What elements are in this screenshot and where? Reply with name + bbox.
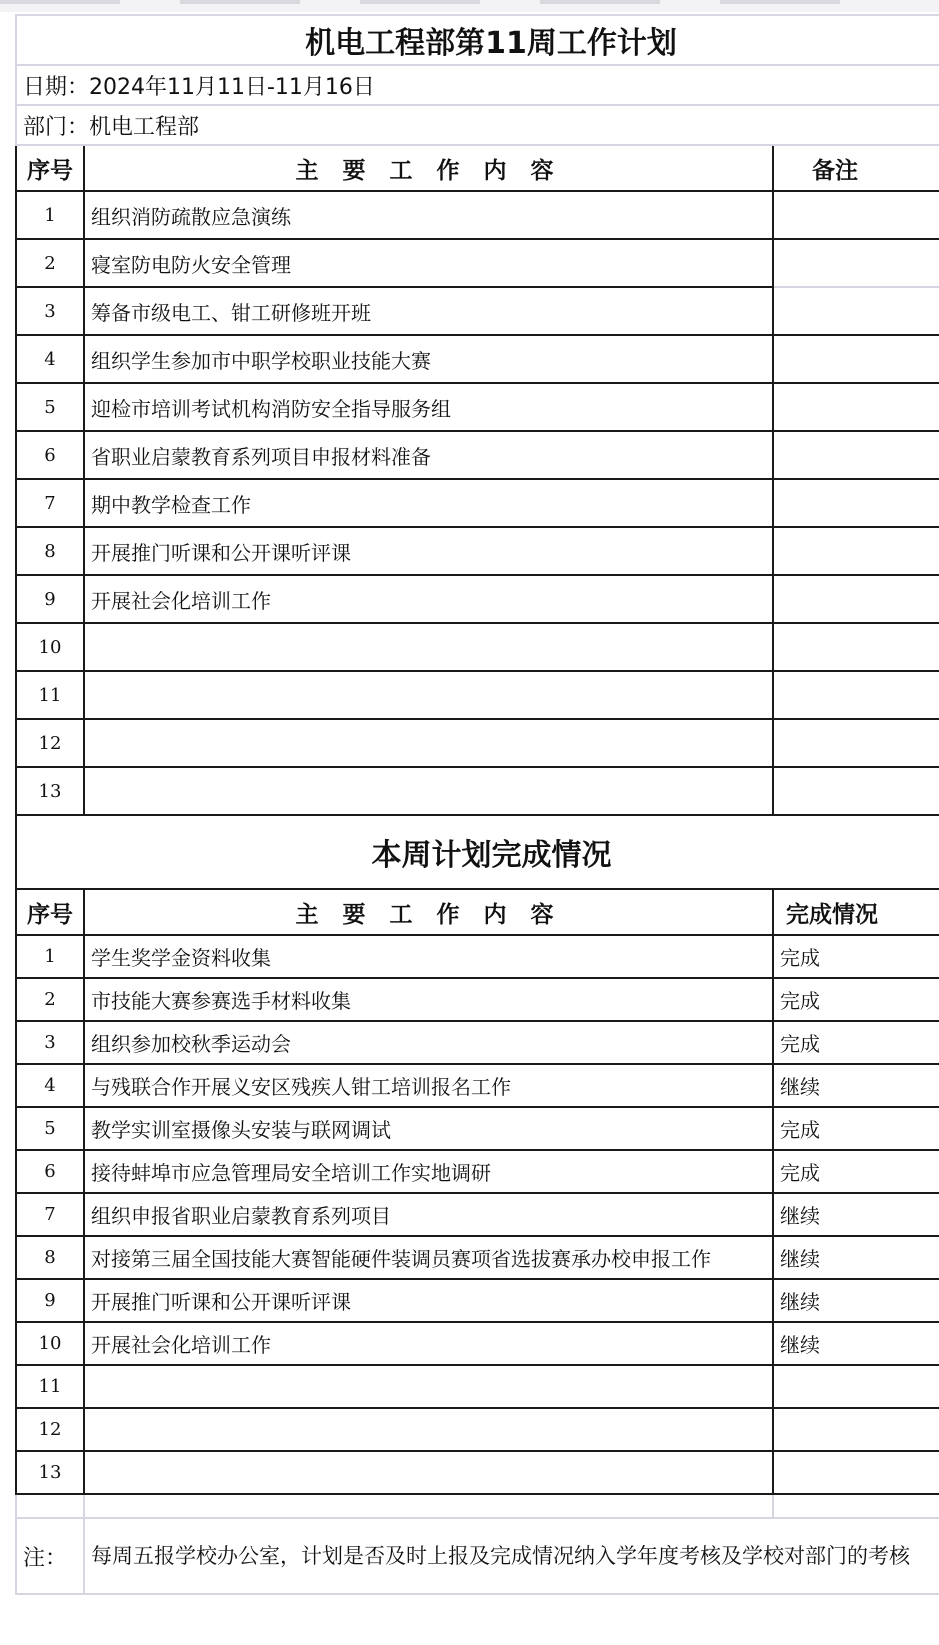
completion-row — [16, 978, 939, 1021]
completion-row-num: 5 — [16, 1107, 84, 1150]
plan-header-content: 主 要 工 作 内 容 — [84, 145, 773, 191]
completion-row-num: 13 — [16, 1451, 84, 1494]
completion-row-content: 接待蚌埠市应急管理局安全培训工作实地调研 — [84, 1150, 773, 1193]
completion-rows — [16, 935, 939, 1494]
plan-header-note: 备注 — [773, 145, 939, 191]
completion-row-content: 开展社会化培训工作 — [84, 1322, 773, 1365]
plan-row-content — [84, 623, 773, 671]
plan-row-note — [773, 383, 939, 431]
completion-header-num: 序号 — [16, 889, 84, 935]
plan-row-num: 4 — [16, 335, 84, 383]
plan-row-note — [773, 575, 939, 623]
plan-row-note — [773, 527, 939, 575]
plan-row-note — [773, 431, 939, 479]
plan-row-note — [773, 239, 939, 287]
plan-row — [16, 239, 939, 287]
plan-row-num: 8 — [16, 527, 84, 575]
plan-row-note — [773, 719, 939, 767]
plan-row-num: 10 — [16, 623, 84, 671]
completion-row-status: 完成 — [773, 978, 939, 1021]
completion-row-content: 教学实训室摄像头安装与联网调试 — [84, 1107, 773, 1150]
plan-row — [16, 431, 939, 479]
plan-row-num: 12 — [16, 719, 84, 767]
completion-row — [16, 1322, 939, 1365]
completion-row-content: 组织参加校秋季运动会 — [84, 1021, 773, 1064]
completion-row — [16, 1150, 939, 1193]
plan-row — [16, 479, 939, 527]
plan-row-num: 6 — [16, 431, 84, 479]
spacer-row — [16, 1494, 939, 1518]
completion-row-status: 完成 — [773, 1107, 939, 1150]
completion-row-num: 8 — [16, 1236, 84, 1279]
completion-row-content: 对接第三届全国技能大赛智能硬件装调员赛项省选拔赛承办校申报工作 — [84, 1236, 773, 1279]
plan-row-content: 筹备市级电工、钳工研修班开班 — [84, 287, 773, 335]
page-title: 机电工程部第11周工作计划 — [16, 15, 939, 65]
plan-row — [16, 623, 939, 671]
plan-row-note — [773, 287, 939, 335]
completion-row-status: 完成 — [773, 1021, 939, 1064]
plan-row-num: 2 — [16, 239, 84, 287]
plan-row-content: 寝室防电防火安全管理 — [84, 239, 773, 287]
plan-row-num: 1 — [16, 191, 84, 239]
completion-row-num: 3 — [16, 1021, 84, 1064]
plan-row-content: 开展推门听课和公开课听评课 — [84, 527, 773, 575]
completion-row-num: 1 — [16, 935, 84, 978]
completion-row-content: 组织申报省职业启蒙教育系列项目 — [84, 1193, 773, 1236]
completion-row-content: 学生奖学金资料收集 — [84, 935, 773, 978]
completion-row — [16, 1408, 939, 1451]
completion-row-status — [773, 1408, 939, 1451]
plan-row-content: 组织消防疏散应急演练 — [84, 191, 773, 239]
plan-row-content: 开展社会化培训工作 — [84, 575, 773, 623]
completion-row — [16, 1236, 939, 1279]
completion-row-content — [84, 1365, 773, 1408]
plan-row-num: 13 — [16, 767, 84, 815]
plan-row — [16, 383, 939, 431]
department-line: 部门：机电工程部 — [16, 105, 939, 145]
completion-row-num: 11 — [16, 1365, 84, 1408]
plan-row-num: 7 — [16, 479, 84, 527]
plan-row-note — [773, 767, 939, 815]
date-line: 日期：2024年11月11日-11月16日 — [16, 65, 939, 105]
plan-row-num: 9 — [16, 575, 84, 623]
plan-row-content: 组织学生参加市中职学校职业技能大赛 — [84, 335, 773, 383]
completion-row-num: 6 — [16, 1150, 84, 1193]
completion-row-content: 与残联合作开展义安区残疾人钳工培训报名工作 — [84, 1064, 773, 1107]
completion-row-status: 继续 — [773, 1236, 939, 1279]
plan-row-content: 迎检市培训考试机构消防安全指导服务组 — [84, 383, 773, 431]
completion-header-status: 完成情况 — [773, 889, 939, 935]
completion-row-num: 2 — [16, 978, 84, 1021]
completion-row-content: 开展推门听课和公开课听评课 — [84, 1279, 773, 1322]
completion-row-num: 12 — [16, 1408, 84, 1451]
completion-row-num: 4 — [16, 1064, 84, 1107]
note-text: 每周五报学校办公室，计划是否及时上报及完成情况纳入学年度考核及学校对部门的考核 — [84, 1518, 939, 1594]
completion-row — [16, 1021, 939, 1064]
completion-row-status: 完成 — [773, 935, 939, 978]
completion-row-content — [84, 1408, 773, 1451]
plan-row — [16, 671, 939, 719]
completion-row-content: 市技能大赛参赛选手材料收集 — [84, 978, 773, 1021]
plan-table — [15, 14, 939, 1595]
plan-row-note — [773, 335, 939, 383]
plan-row-num: 11 — [16, 671, 84, 719]
plan-row-note — [773, 479, 939, 527]
completion-row-status: 继续 — [773, 1064, 939, 1107]
completion-row-content — [84, 1451, 773, 1494]
plan-row — [16, 767, 939, 815]
plan-row — [16, 575, 939, 623]
top-ruler — [0, 0, 939, 12]
completion-row-status: 继续 — [773, 1193, 939, 1236]
plan-header-num: 序号 — [16, 145, 84, 191]
plan-row — [16, 287, 939, 335]
completion-row — [16, 1365, 939, 1408]
completion-row-num: 9 — [16, 1279, 84, 1322]
plan-row-num: 5 — [16, 383, 84, 431]
plan-row-note — [773, 623, 939, 671]
plan-row-content — [84, 767, 773, 815]
completion-row-status — [773, 1365, 939, 1408]
completion-row-status — [773, 1451, 939, 1494]
completion-row — [16, 1064, 939, 1107]
completion-row-status: 继续 — [773, 1279, 939, 1322]
completion-row-num: 10 — [16, 1322, 84, 1365]
plan-row-content — [84, 671, 773, 719]
plan-row-note — [773, 671, 939, 719]
completion-header-content: 主 要 工 作 内 容 — [84, 889, 773, 935]
plan-row-content: 省职业启蒙教育系列项目申报材料准备 — [84, 431, 773, 479]
plan-row-num: 3 — [16, 287, 84, 335]
completion-row — [16, 935, 939, 978]
plan-row-note — [773, 191, 939, 239]
plan-rows — [16, 191, 939, 815]
plan-row — [16, 335, 939, 383]
plan-row-content: 期中教学检查工作 — [84, 479, 773, 527]
plan-row — [16, 719, 939, 767]
completion-row-status: 完成 — [773, 1150, 939, 1193]
completion-title: 本周计划完成情况 — [16, 815, 939, 889]
completion-row — [16, 1193, 939, 1236]
completion-row-num: 7 — [16, 1193, 84, 1236]
completion-row — [16, 1107, 939, 1150]
note-label: 注： — [16, 1518, 84, 1594]
plan-row-content — [84, 719, 773, 767]
completion-row — [16, 1451, 939, 1494]
completion-row — [16, 1279, 939, 1322]
plan-row — [16, 527, 939, 575]
completion-row-status: 继续 — [773, 1322, 939, 1365]
plan-row — [16, 191, 939, 239]
